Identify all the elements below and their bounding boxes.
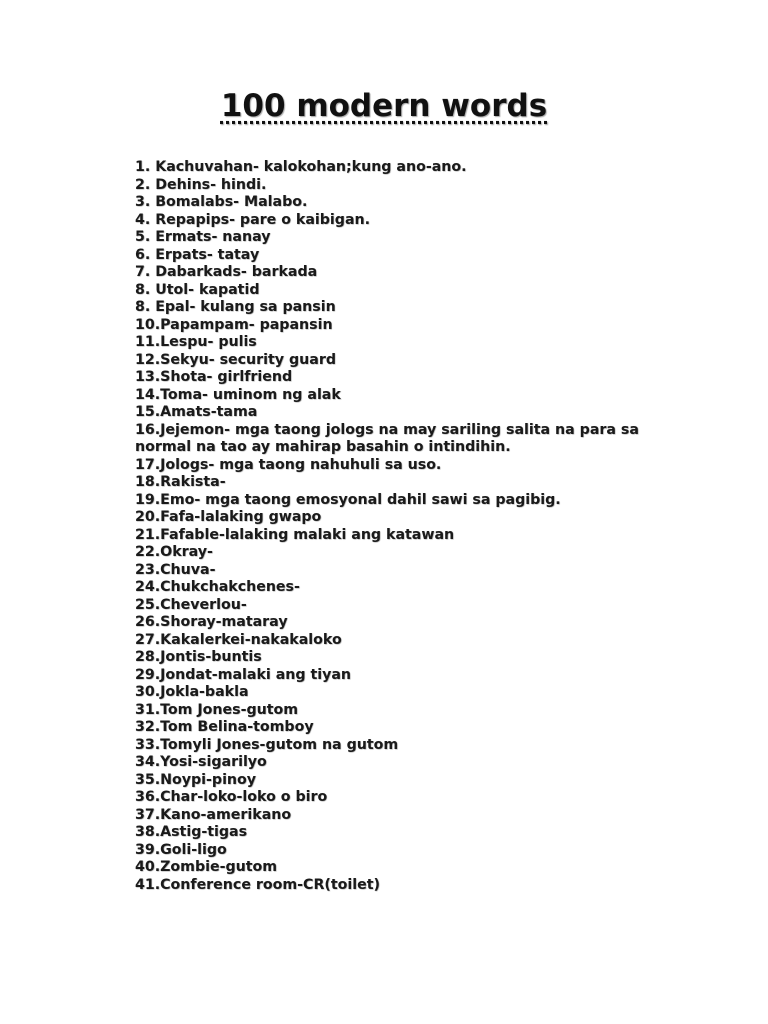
list-item: 28.Jontis-buntis <box>135 649 262 665</box>
list-item: 24.Chukchakchenes- <box>135 579 300 595</box>
list-item: 5. Ermats- nanay <box>135 229 271 245</box>
list-item: 35.Noypi-pinoy <box>135 771 257 788</box>
list-item: 23.Chuva- <box>135 561 216 578</box>
list-item: 27.Kakalerkei-nakakaloko <box>135 631 342 648</box>
list-item: 4. Repapips- pare o kaibigan. <box>135 211 371 228</box>
list-item: 41.Conference room-CR(toilet) <box>135 876 381 893</box>
list-item: 34.Yosi-sigarilyo <box>135 754 267 770</box>
list-item: 13.Shota- girlfriend <box>135 369 293 385</box>
list-item: 32.Tom Belina-tomboy <box>135 719 314 735</box>
document-title <box>0 86 768 126</box>
list-item: 18.Rakista- <box>135 474 226 490</box>
list-item: 26.Shoray-mataray <box>135 614 288 630</box>
list-item: 21.Fafable-lalaking malaki ang katawan <box>135 526 455 543</box>
list-item: 19.Emo- mga taong emosyonal dahil sawi sa pagibig. <box>135 491 561 508</box>
list-item: 8. Utol- kapatid <box>135 281 260 298</box>
word-list <box>135 159 695 894</box>
list-item: 40.Zombie-gutom <box>135 859 278 875</box>
list-item: 2. Dehins- hindi. <box>135 176 267 193</box>
list-item: 37.Kano-amerikano <box>135 806 292 823</box>
list-item: 38.Astig-tigas <box>135 824 248 840</box>
document-title-text: 100 modern words <box>220 88 548 124</box>
list-item: 12.Sekyu- security guard <box>135 351 336 368</box>
list-item: 6. Erpats- tatay <box>135 246 260 263</box>
list-item: 20.Fafa-lalaking gwapo <box>135 509 322 525</box>
list-item: 25.Cheverlou- <box>135 596 247 613</box>
list-item: 8. Epal- kulang sa pansin <box>135 299 336 315</box>
list-item: 16.Jejemon- mga taong jologs na may sariling salita na para sa normal na tao ay mahirap basahin o intindihin. <box>135 421 644 455</box>
list-item: 3. Bomalabs- Malabo. <box>135 194 308 210</box>
list-item: 29.Jondat-malaki ang tiyan <box>135 666 352 683</box>
list-item: 22.Okray- <box>135 544 213 560</box>
list-item: 1. Kachuvahan- kalokohan;kung ano-ano. <box>135 159 467 175</box>
list-item: 17.Jologs- mga taong nahuhuli sa uso. <box>135 456 442 473</box>
list-item: 7. Dabarkads- barkada <box>135 264 318 280</box>
list-item: 10.Papampam- papansin <box>135 316 333 333</box>
list-item: 15.Amats-tama <box>135 404 258 420</box>
list-item: 33.Tomyli Jones-gutom na gutom <box>135 736 399 753</box>
list-item: 14.Toma- uminom ng alak <box>135 386 341 403</box>
list-item: 39.Goli-ligo <box>135 841 227 858</box>
list-item: 11.Lespu- pulis <box>135 334 257 350</box>
list-item: 36.Char-loko-loko o biro <box>135 789 328 805</box>
list-item: 31.Tom Jones-gutom <box>135 701 299 718</box>
list-item: 30.Jokla-bakla <box>135 684 249 700</box>
